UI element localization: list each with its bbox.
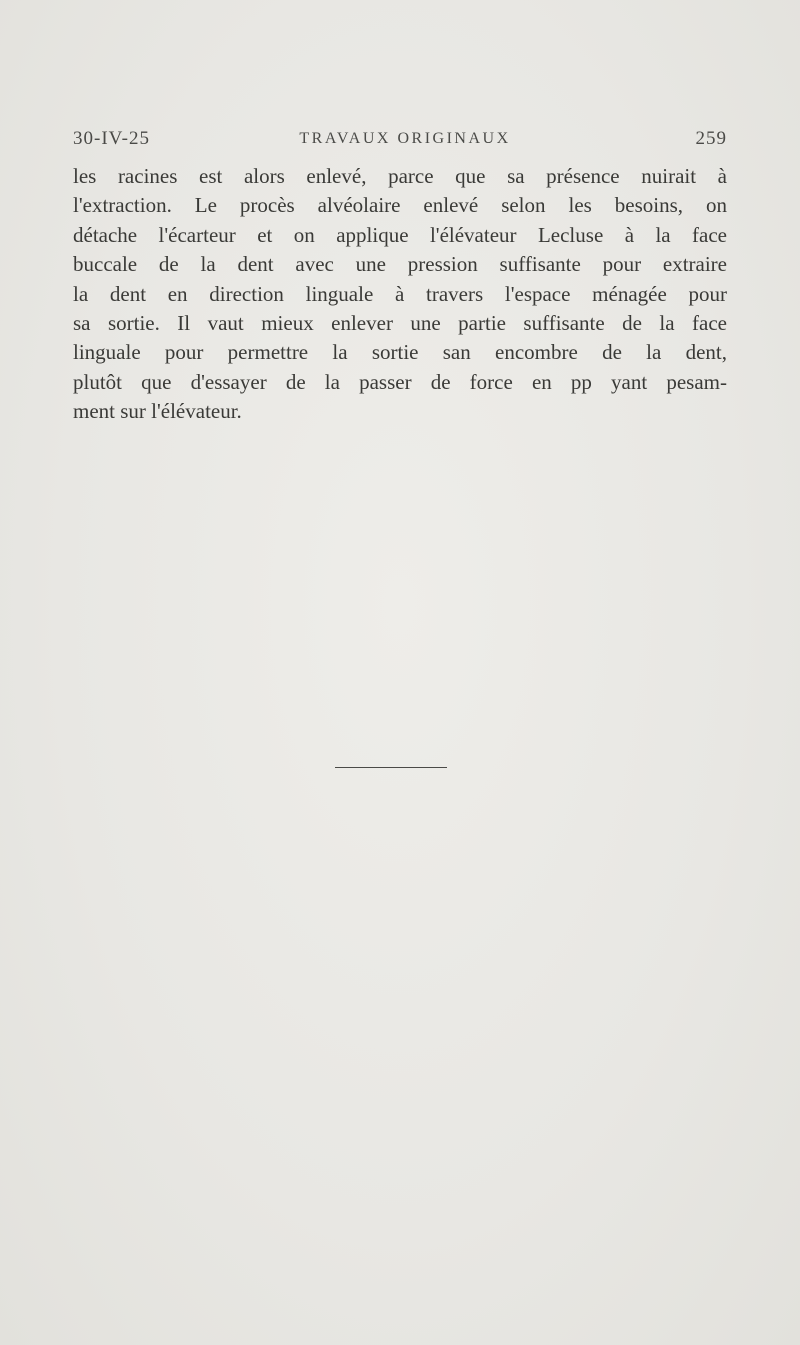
text-line: la dent en direction linguale à travers l'espace ménagée pour bbox=[73, 281, 727, 306]
issue-date: 30-IV-25 bbox=[73, 128, 150, 149]
page-number: 259 bbox=[695, 128, 727, 149]
text-line: linguale pour permettre la sortie san encombre de la dent, bbox=[73, 340, 727, 365]
text-line: les racines est alors enlevé, parce que sa présence nuirait à bbox=[73, 164, 727, 188]
text-line: plutôt que d'essayer de la passer de force en pp yant pesam- bbox=[73, 369, 727, 394]
text-line: détache l'écarteur et on applique l'élévateur Lecluse à la face bbox=[73, 222, 727, 247]
section-title: TRAVAUX ORIGINAUX bbox=[299, 130, 511, 147]
section-divider bbox=[335, 767, 447, 768]
body-paragraph bbox=[73, 162, 727, 427]
text-line: buccale de la dent avec une pression suffisante pour extraire bbox=[73, 252, 727, 277]
text-line: l'extraction. Le procès alvéolaire enlevé selon les besoins, on bbox=[73, 193, 727, 218]
text-line: ment sur l'élévateur. bbox=[73, 399, 242, 424]
text-line: sa sortie. Il vaut mieux enlever une partie suffisante de la face bbox=[73, 310, 727, 335]
running-head bbox=[73, 128, 727, 156]
